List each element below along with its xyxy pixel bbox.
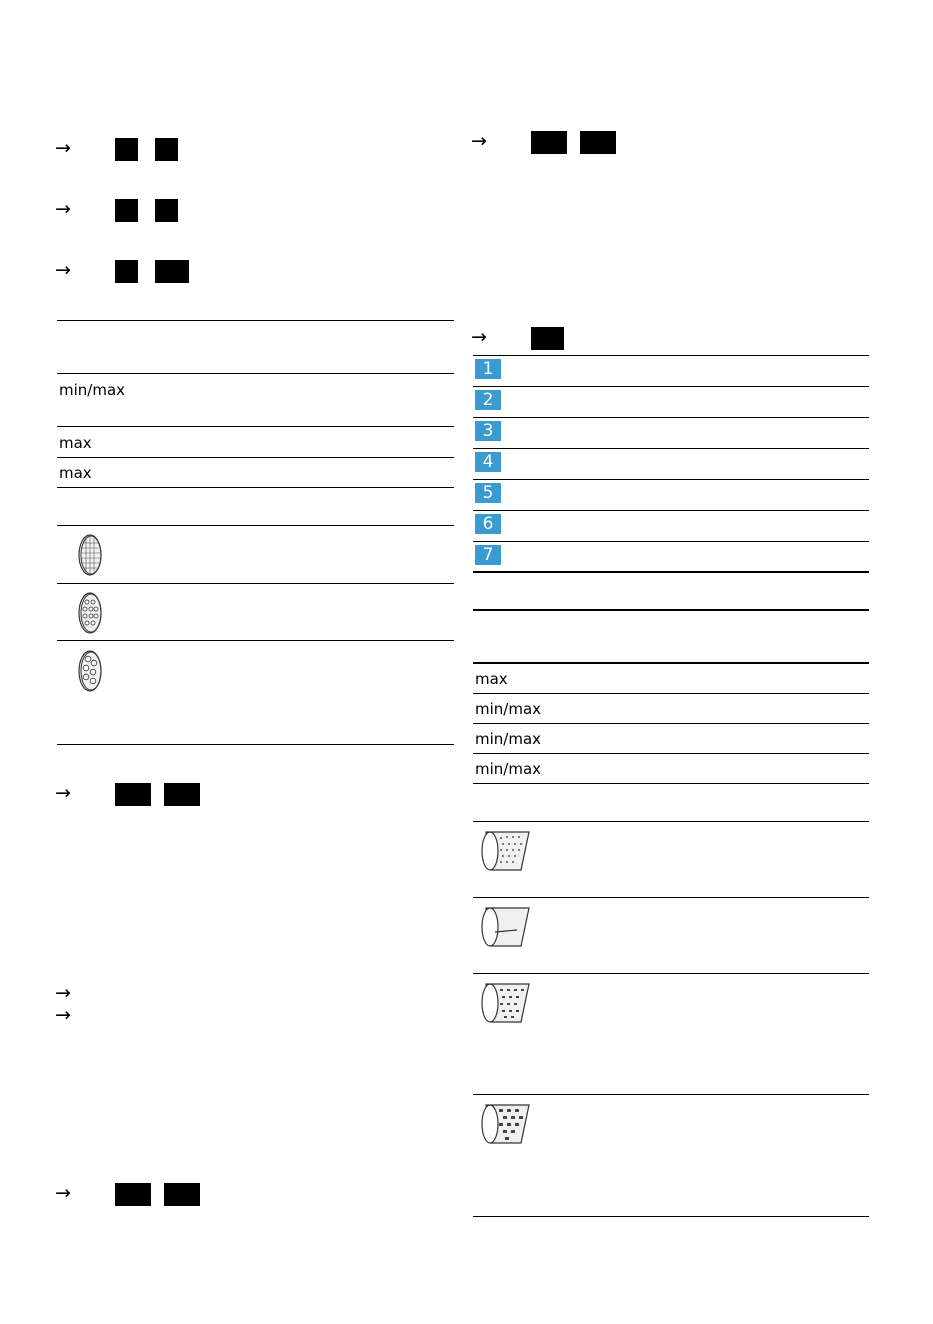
arrow-icon: → [55,982,71,1004]
redaction-block [580,131,616,154]
arrow-icon: → [55,259,71,281]
redaction-block [115,260,138,283]
coarse-grater-drum-icon [477,1099,535,1147]
table-rule [57,426,454,427]
table-rule [57,525,454,526]
list-rule [473,417,869,418]
redaction-block [155,138,178,161]
redaction-block [164,1183,200,1206]
list-rule [473,510,869,511]
list-rule [473,386,869,387]
table-rule [57,373,454,374]
coarse-disc-icon [76,647,106,695]
arrow-icon: → [471,326,487,348]
table-rule [473,973,869,974]
list-rule [473,448,869,449]
redaction-block [115,138,138,161]
list-rule [473,479,869,480]
setting-label: max [59,434,92,452]
number-badge: 7 [475,545,501,565]
redaction-block [531,327,564,350]
arrow-icon: → [55,1004,71,1026]
arrow-icon: → [55,137,71,159]
table-rule [473,609,869,611]
redaction-block [164,783,200,806]
table-rule [57,640,454,641]
table-rule [473,783,869,784]
setting-label: min/max [59,381,126,399]
setting-label: min/max [475,730,542,748]
table-rule [57,320,454,321]
table-rule [57,583,454,584]
arrow-icon: → [55,198,71,220]
table-rule [473,1216,869,1217]
table-rule [473,662,869,664]
redaction-block [115,1183,151,1206]
redaction-block [115,199,138,222]
setting-label: max [59,464,92,482]
fine-grater-drum-icon [477,826,535,874]
table-rule [473,693,869,694]
setting-label: max [475,670,508,688]
number-badge: 2 [475,390,501,410]
table-rule [57,744,454,745]
arrow-icon: → [55,782,71,804]
list-rule [473,355,869,356]
list-rule [473,541,869,542]
slicer-drum-icon [477,902,535,950]
fine-disc-icon [76,531,106,579]
table-rule [473,821,869,822]
table-rule [473,1094,869,1095]
setting-label: min/max [475,700,542,718]
table-rule [57,487,454,488]
medium-disc-icon [76,589,106,637]
number-badge: 1 [475,359,501,379]
redaction-block [531,131,567,154]
table-rule [473,723,869,724]
redaction-block [155,199,178,222]
redaction-block [155,260,189,283]
table-rule [57,457,454,458]
table-rule [473,897,869,898]
list-rule [473,571,869,573]
number-badge: 4 [475,452,501,472]
arrow-icon: → [55,1182,71,1204]
arrow-icon: → [471,130,487,152]
table-rule [473,753,869,754]
number-badge: 5 [475,483,501,503]
number-badge: 3 [475,421,501,441]
setting-label: min/max [475,760,542,778]
number-badge: 6 [475,514,501,534]
medium-grater-drum-icon [477,978,535,1026]
redaction-block [115,783,151,806]
